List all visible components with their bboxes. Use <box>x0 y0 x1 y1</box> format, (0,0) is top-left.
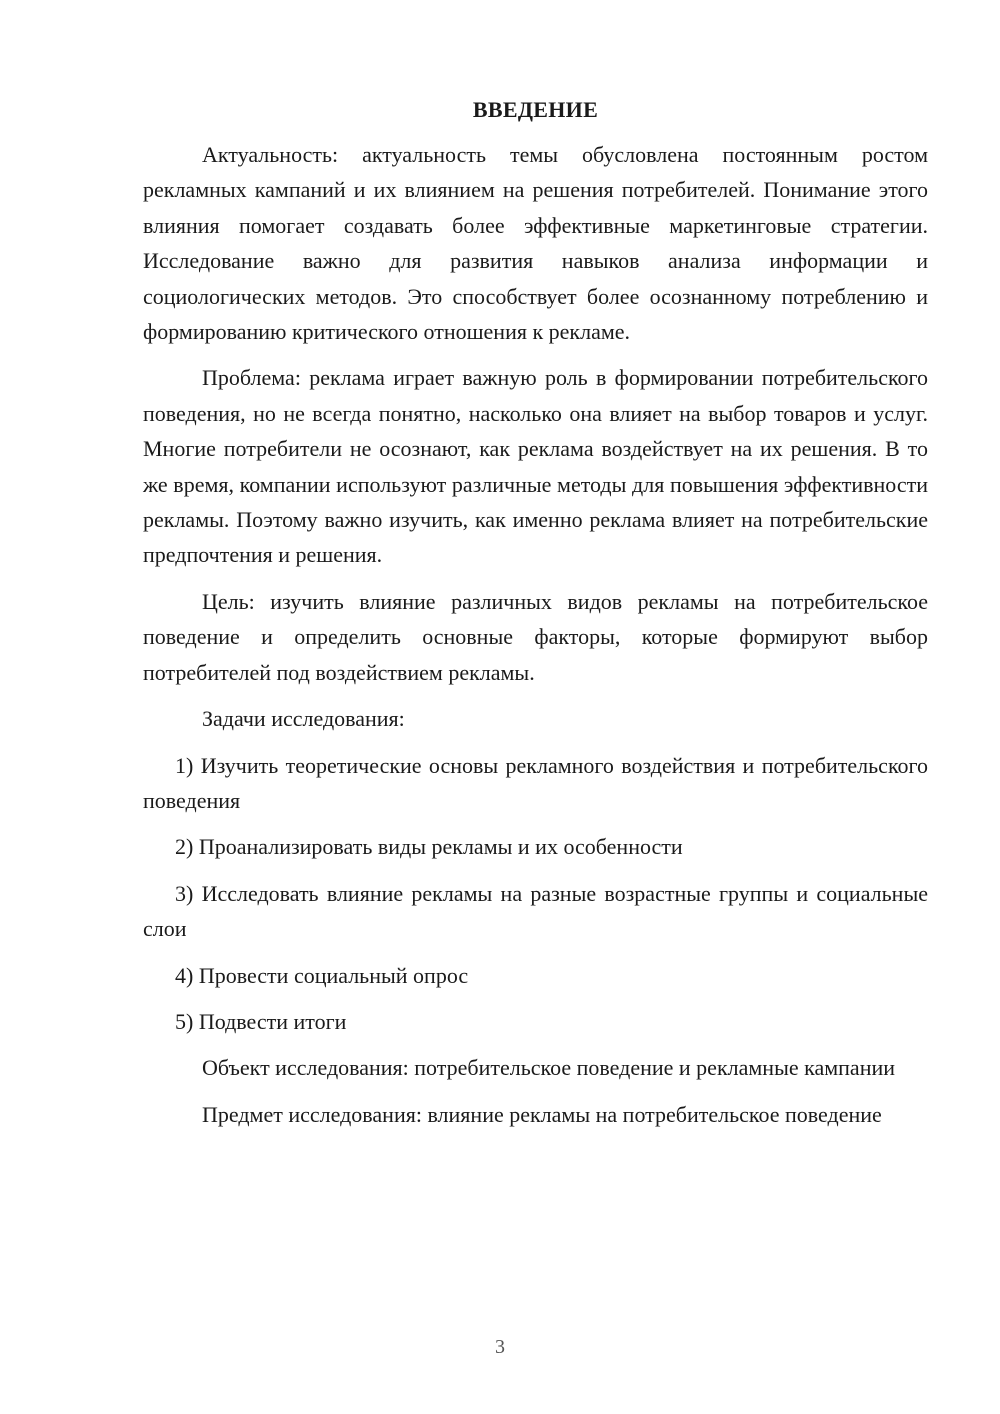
object-paragraph: Объект исследования: потребительское поведение и рекламные кампании <box>202 1055 896 1081</box>
list-item: 5) Подвести итоги <box>175 1008 347 1034</box>
list-item: 4) Провести социальный опрос <box>175 962 469 988</box>
tasks-heading: Задачи исследования: <box>202 706 405 732</box>
document-page <box>143 95 928 1143</box>
relevance-paragraph: Актуальность: актуальность темы обусловлена постоянным ростом рекламных кампаний и их влиянием на решения потребителей. Понимание этого влияния помогает создавать более эффективные маркетинговые стратегии. Исследование важно для развития навыков анализа информации и социологических методов. Это способствует более осознанному потреблению и формированию критического отношения к рекламе. <box>143 142 928 345</box>
subject-paragraph: Предмет исследования: влияние рекламы на потребительское поведение <box>202 1101 882 1127</box>
goal-paragraph: Цель: изучить влияние различных видов рекламы на потребительское поведение и определить основные факторы, которые формируют выбор потребителей под воздействием рекламы. <box>143 588 928 685</box>
page-number: 3 <box>495 1336 505 1358</box>
list-item: 2) Проанализировать виды рекламы и их особенности <box>175 834 683 860</box>
list-item: 3) Исследовать влияние рекламы на разные возрастные группы и социальные слои <box>143 880 928 942</box>
page-title: ВВЕДЕНИЕ <box>472 97 599 122</box>
problem-paragraph: Проблема: реклама играет важную роль в формировании потребительского поведения, но не всегда понятно, насколько она влияет на выбор товаров и услуг. Многие потребители не осознают, как реклама воздействует на их решения. В то же время, компании используют различные методы для повышения эффективности рекламы. Поэтому важно изучить, как именно реклама влияет на потребительские предпочтения и решения. <box>143 365 928 568</box>
list-item: 1) Изучить теоретические основы рекламного воздействия и потребительского поведения <box>143 752 928 813</box>
tasks-list <box>143 748 928 1040</box>
